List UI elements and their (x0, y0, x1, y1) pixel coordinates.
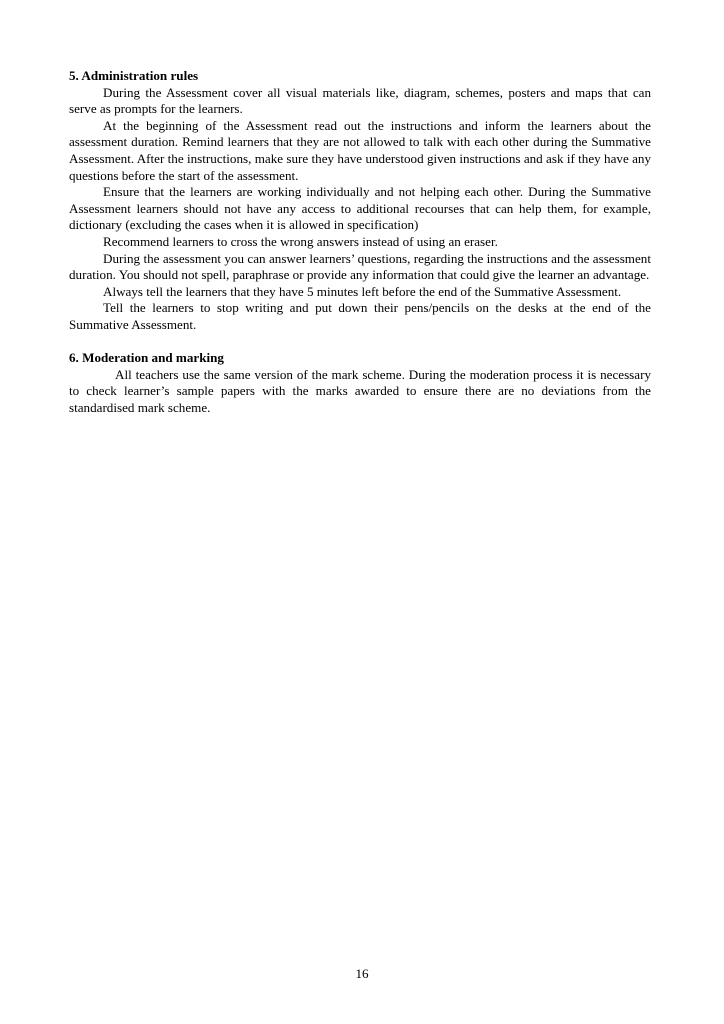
section-heading: 6. Moderation and marking (69, 350, 224, 366)
paragraph: Recommend learners to cross the wrong answers instead of using an eraser. (103, 233, 498, 249)
section-moderation-and-marking (69, 350, 651, 416)
paragraph: All teachers use the same version of the mark scheme. During the moderation process it is necessary to check learner’s sample papers with the marks awarded to ensure there are no deviations from the standardised mark scheme. (69, 366, 651, 415)
paragraph: During the assessment you can answer learners’ questions, regarding the instructions and the assessment duration. You should not spell, paraphrase or provide any information that could give the learner an advantage. (69, 250, 651, 283)
paragraph: Tell the learners to stop writing and put down their pens/pencils on the desks at the end of the Summative Assessment. (69, 300, 651, 332)
paragraph: During the Assessment cover all visual materials like, diagram, schemes, posters and maps that can serve as prompts for the learners. (69, 84, 651, 117)
paragraph: Always tell the learners that they have 5 minutes left before the end of the Summative Assessment. (103, 283, 622, 299)
paragraph: Ensure that the learners are working individually and not helping each other. During the Summative Assessment learners should not have any access to additional recourses that can help them, for example, dictionary (excluding the cases when it is allowed in specification) (69, 184, 651, 233)
document-body (69, 68, 651, 416)
section-administration-rules (69, 68, 651, 334)
section-heading: 5. Administration rules (69, 68, 199, 83)
section-spacer (69, 334, 651, 351)
paragraph: At the beginning of the Assessment read out the instructions and inform the learners about the assessment duration. Remind learners that they are not allowed to talk with each other during the Summative Assessment. After the instructions, make sure they have understood given instructions and ask if they have any questions before the start of the assessment. (69, 117, 651, 183)
page-number: 16 (355, 966, 369, 981)
